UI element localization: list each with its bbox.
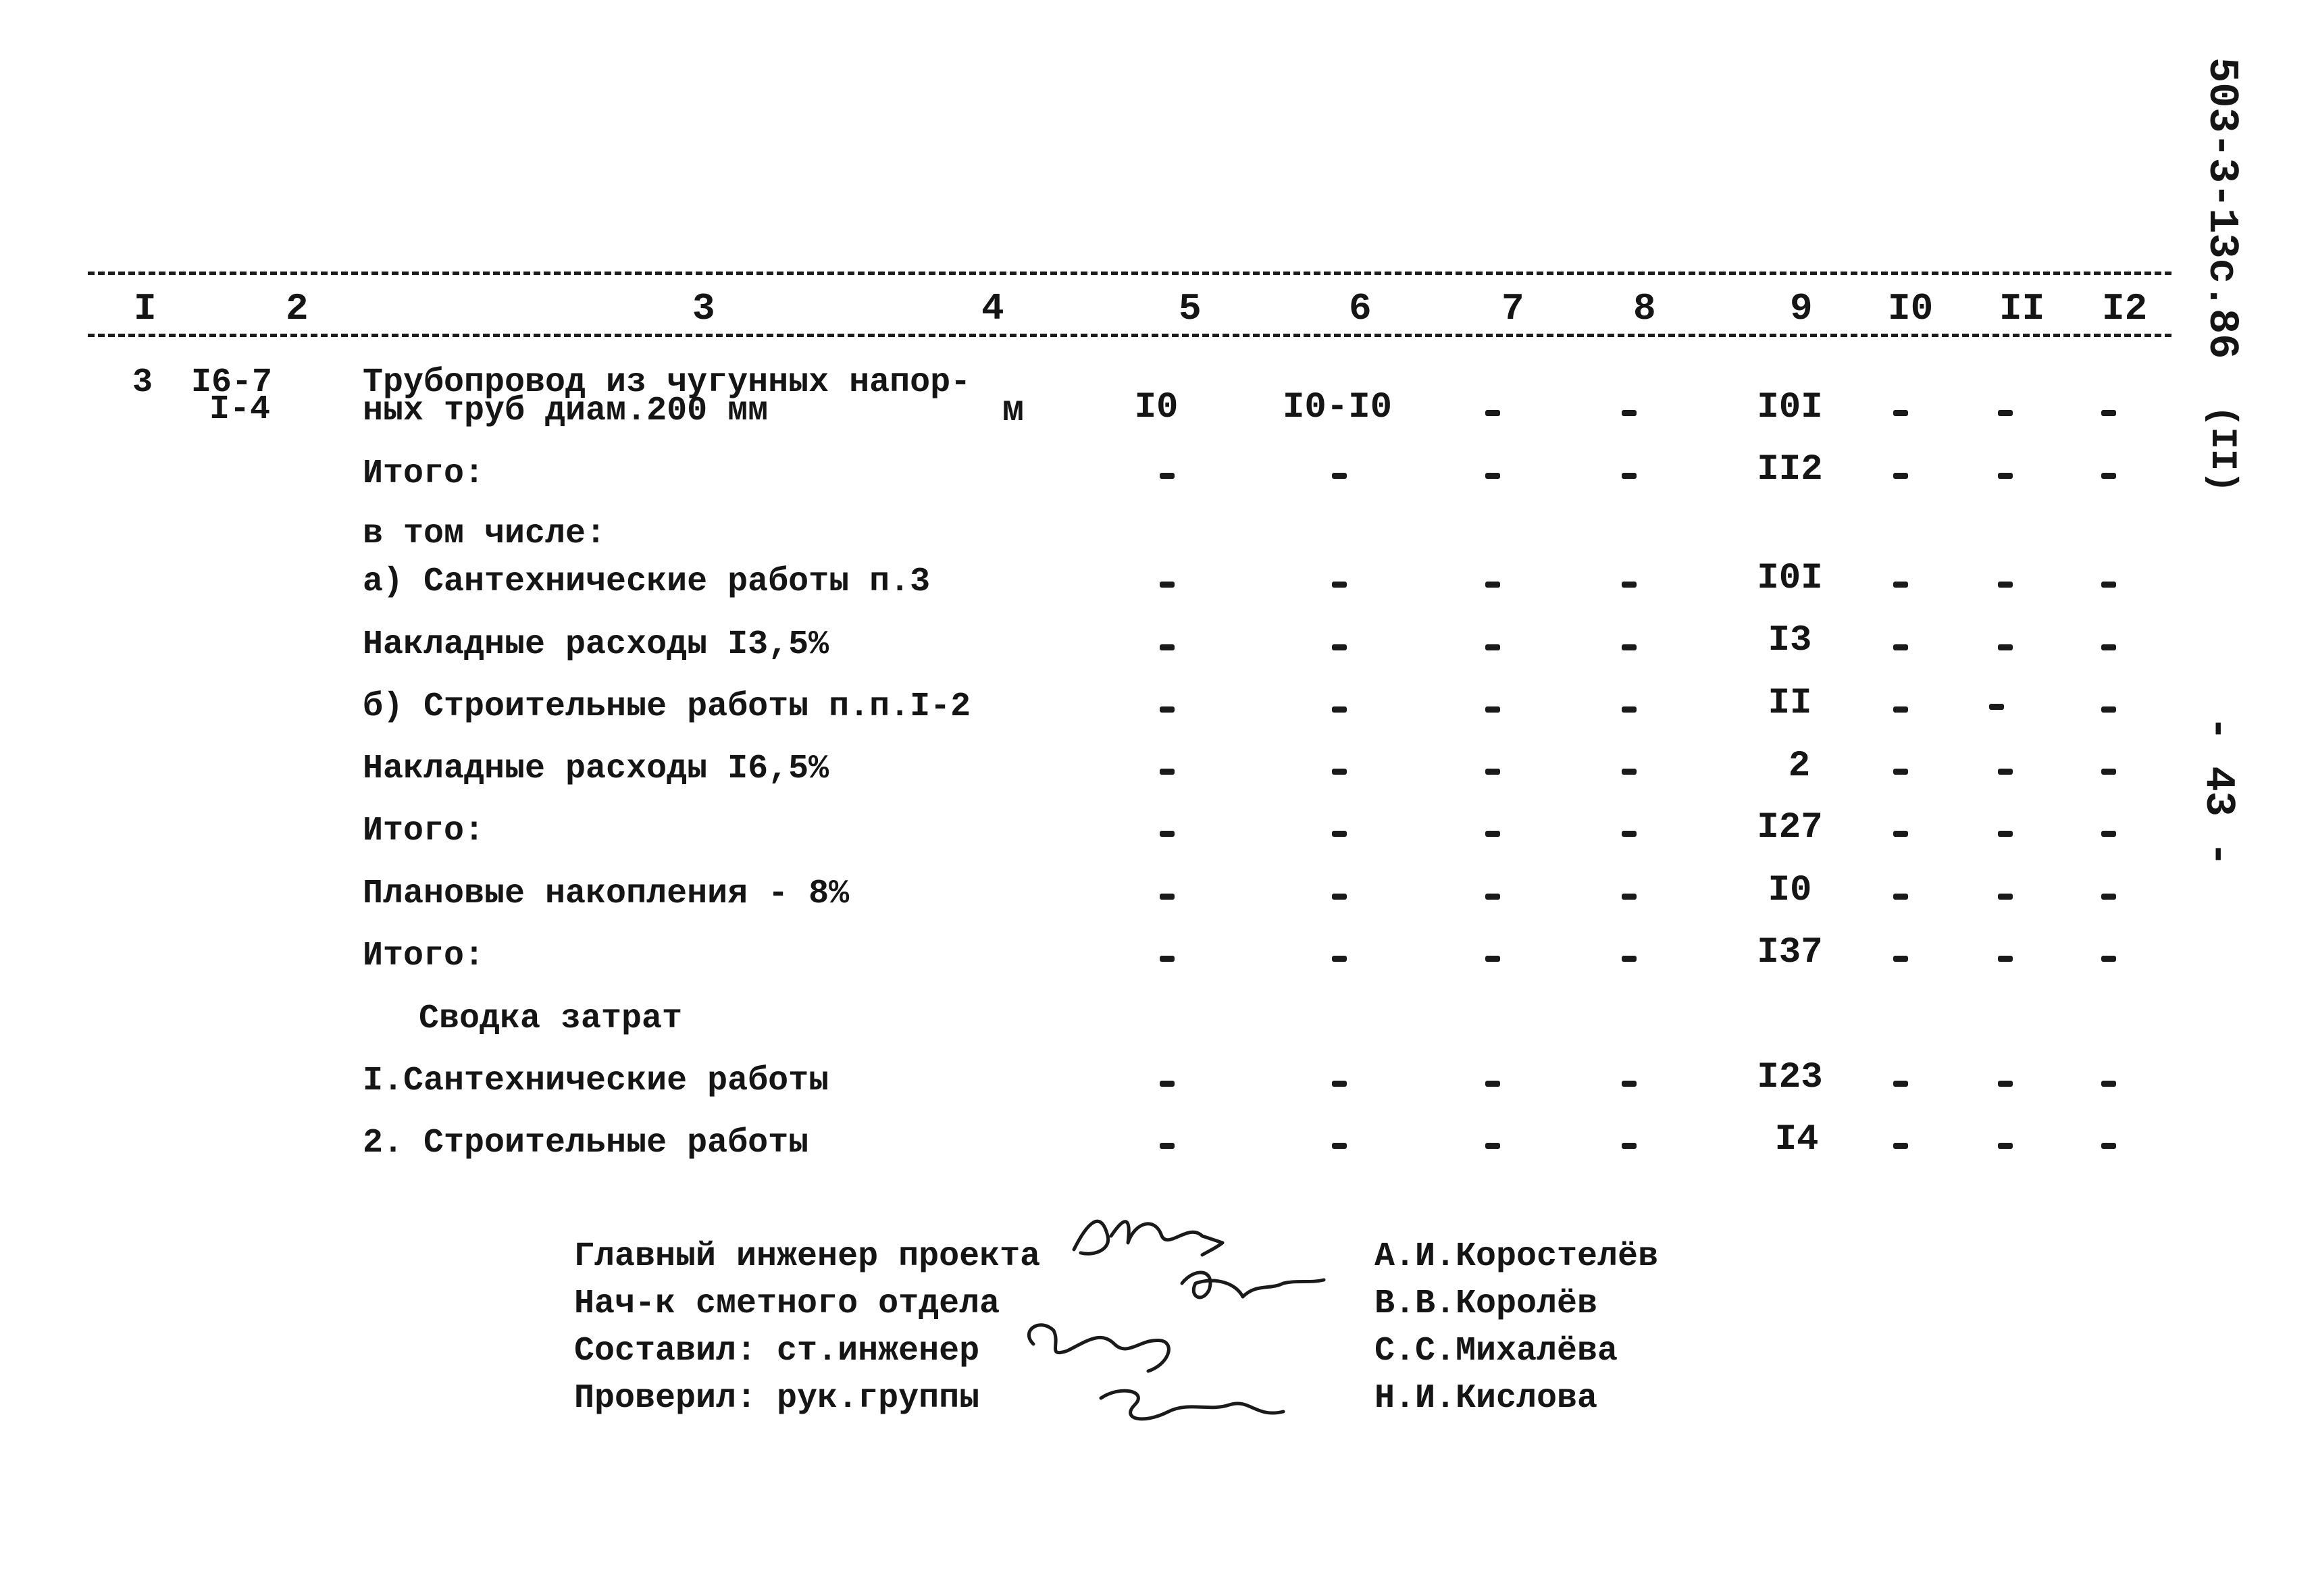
column-header-1: I [134, 287, 157, 330]
dash-mark [1332, 894, 1347, 900]
dash-mark [2101, 831, 2116, 837]
row-col9: I3 [1768, 620, 1812, 661]
dash-mark [1332, 644, 1347, 650]
dash-mark [1622, 769, 1637, 775]
dash-mark [1485, 473, 1500, 479]
dash-mark [1332, 582, 1347, 588]
column-header-5: 5 [1179, 287, 1202, 330]
dash-mark [1998, 894, 2013, 900]
dash-mark [1332, 1081, 1347, 1087]
dash-mark [1893, 473, 1908, 479]
column-header-11: II [1999, 287, 2045, 330]
dash-mark [2101, 410, 2116, 416]
signature-title: Составил: ст.инженер [574, 1332, 980, 1370]
row-label: I.Сантехнические работы [363, 1062, 829, 1100]
dash-mark [1989, 704, 2004, 710]
dash-mark [1332, 1143, 1347, 1149]
column-header-6: 6 [1349, 287, 1372, 330]
column-header-12: I2 [2102, 287, 2148, 330]
signature-name: Н.И.Кислова [1374, 1379, 1598, 1418]
row-label: Итого: [363, 937, 485, 975]
row-col9: I23 [1757, 1057, 1823, 1098]
dash-mark [1485, 706, 1500, 713]
dash-mark [1998, 956, 2013, 962]
dash-mark [2101, 473, 2116, 479]
signature-title: Проверил: рук.группы [574, 1379, 980, 1418]
row-col9: 2 [1788, 746, 1811, 787]
row-label: а) Сантехнические работы п.3 [363, 563, 931, 601]
dash-mark [2101, 1081, 2116, 1087]
dash-mark [1622, 410, 1637, 416]
dash-mark [1160, 706, 1175, 713]
row-label: Сводка затрат [419, 1000, 683, 1038]
dash-mark [1998, 473, 2013, 479]
row-col9: II [1768, 683, 1812, 724]
row-label: Плановые накопления - 8% [363, 875, 850, 913]
dash-mark [1160, 956, 1175, 962]
dash-mark [1893, 706, 1908, 713]
column-header-3: 3 [692, 287, 715, 330]
page-number: - 43 - [2194, 716, 2242, 867]
dash-mark [1160, 831, 1175, 837]
item-unit: м [1002, 390, 1025, 432]
row-label: Накладные расходы I6,5% [363, 750, 829, 788]
dash-mark [1622, 894, 1637, 900]
row-col9: I0I [1757, 558, 1823, 599]
dash-mark [1622, 706, 1637, 713]
dash-mark [1332, 956, 1347, 962]
row-label: б) Строительные работы п.п.I-2 [363, 688, 971, 726]
dash-mark [1998, 644, 2013, 650]
dash-mark [1893, 1143, 1908, 1149]
signature-name: А.И.Коростелёв [1374, 1237, 1659, 1276]
dash-mark [1160, 473, 1175, 479]
dash-mark [1485, 644, 1500, 650]
dash-mark [1622, 1081, 1637, 1087]
dash-mark [1485, 1081, 1500, 1087]
dash-mark [1485, 410, 1500, 416]
dash-mark [1998, 1081, 2013, 1087]
dash-mark [1893, 644, 1908, 650]
dash-mark [1998, 769, 2013, 775]
dash-mark [1998, 831, 2013, 837]
dash-mark [1485, 582, 1500, 588]
dash-mark [1485, 831, 1500, 837]
dash-mark [2101, 582, 2116, 588]
row-label: в том числе: [363, 515, 607, 553]
header-rule-top [88, 272, 2171, 275]
dash-mark [1332, 831, 1347, 837]
dash-mark [1160, 894, 1175, 900]
item-code-line2: I-4 [209, 390, 271, 429]
dash-mark [1332, 769, 1347, 775]
row-label: Итого: [363, 455, 485, 493]
item-number: 3 [132, 363, 153, 402]
dash-mark [1332, 706, 1347, 713]
header-rule-bottom [88, 334, 2171, 337]
dash-mark [1160, 769, 1175, 775]
dash-mark [1622, 473, 1637, 479]
dash-mark [2101, 644, 2116, 650]
row-col9: I4 [1774, 1119, 1819, 1160]
side-mark: (II) [2201, 405, 2242, 493]
signature-name: С.С.Михалёва [1374, 1332, 1618, 1370]
dash-mark [1485, 769, 1500, 775]
signature-title: Нач-к сметного отдела [574, 1285, 1000, 1323]
signature-name: В.В.Королёв [1374, 1285, 1598, 1323]
item-col9: I0I [1757, 387, 1823, 428]
dash-mark [1893, 956, 1908, 962]
item-col6: I0-I0 [1282, 387, 1393, 428]
dash-mark [1622, 582, 1637, 588]
dash-mark [1160, 582, 1175, 588]
column-header-8: 8 [1633, 287, 1656, 330]
row-col9: I37 [1757, 932, 1823, 973]
column-header-9: 9 [1790, 287, 1813, 330]
dash-mark [1485, 956, 1500, 962]
column-header-2: 2 [286, 287, 309, 330]
dash-mark [1893, 831, 1908, 837]
dash-mark [1893, 894, 1908, 900]
dash-mark [1485, 894, 1500, 900]
row-label: Итого: [363, 812, 485, 850]
dash-mark [1160, 1143, 1175, 1149]
item-name-line1: Трубопровод из чугунных напор- [363, 363, 971, 402]
item-col5: I0 [1134, 387, 1179, 428]
dash-mark [1485, 1143, 1500, 1149]
item-name-line2: ных труб диам.200 мм [363, 392, 769, 430]
row-label: Накладные расходы I3,5% [363, 625, 829, 664]
dash-mark [1160, 644, 1175, 650]
dash-mark [1998, 1143, 2013, 1149]
row-col9: I27 [1757, 807, 1823, 848]
dash-mark [2101, 1143, 2116, 1149]
row-label: 2. Строительные работы [363, 1124, 809, 1162]
column-header-10: I0 [1888, 287, 1934, 330]
dash-mark [1893, 582, 1908, 588]
dash-mark [2101, 706, 2116, 713]
dash-mark [1622, 644, 1637, 650]
dash-mark [1160, 1081, 1175, 1087]
dash-mark [2101, 956, 2116, 962]
dash-mark [2101, 769, 2116, 775]
dash-mark [1622, 831, 1637, 837]
handwritten-signatures [1000, 1195, 1378, 1452]
dash-mark [1893, 1081, 1908, 1087]
dash-mark [1998, 410, 2013, 416]
document-code: 503-3-13с.86 [2198, 57, 2246, 359]
item-code-line1: I6-7 [191, 363, 273, 402]
row-col9: I0 [1768, 870, 1812, 911]
dash-mark [1332, 473, 1347, 479]
dash-mark [1893, 410, 1908, 416]
dash-mark [2101, 894, 2116, 900]
dash-mark [1893, 769, 1908, 775]
dash-mark [1622, 956, 1637, 962]
signature-title: Главный инженер проекта [574, 1237, 1041, 1276]
column-header-4: 4 [981, 287, 1004, 330]
column-header-7: 7 [1501, 287, 1524, 330]
row-col9: II2 [1757, 449, 1823, 490]
dash-mark [1622, 1143, 1637, 1149]
dash-mark [1998, 582, 2013, 588]
